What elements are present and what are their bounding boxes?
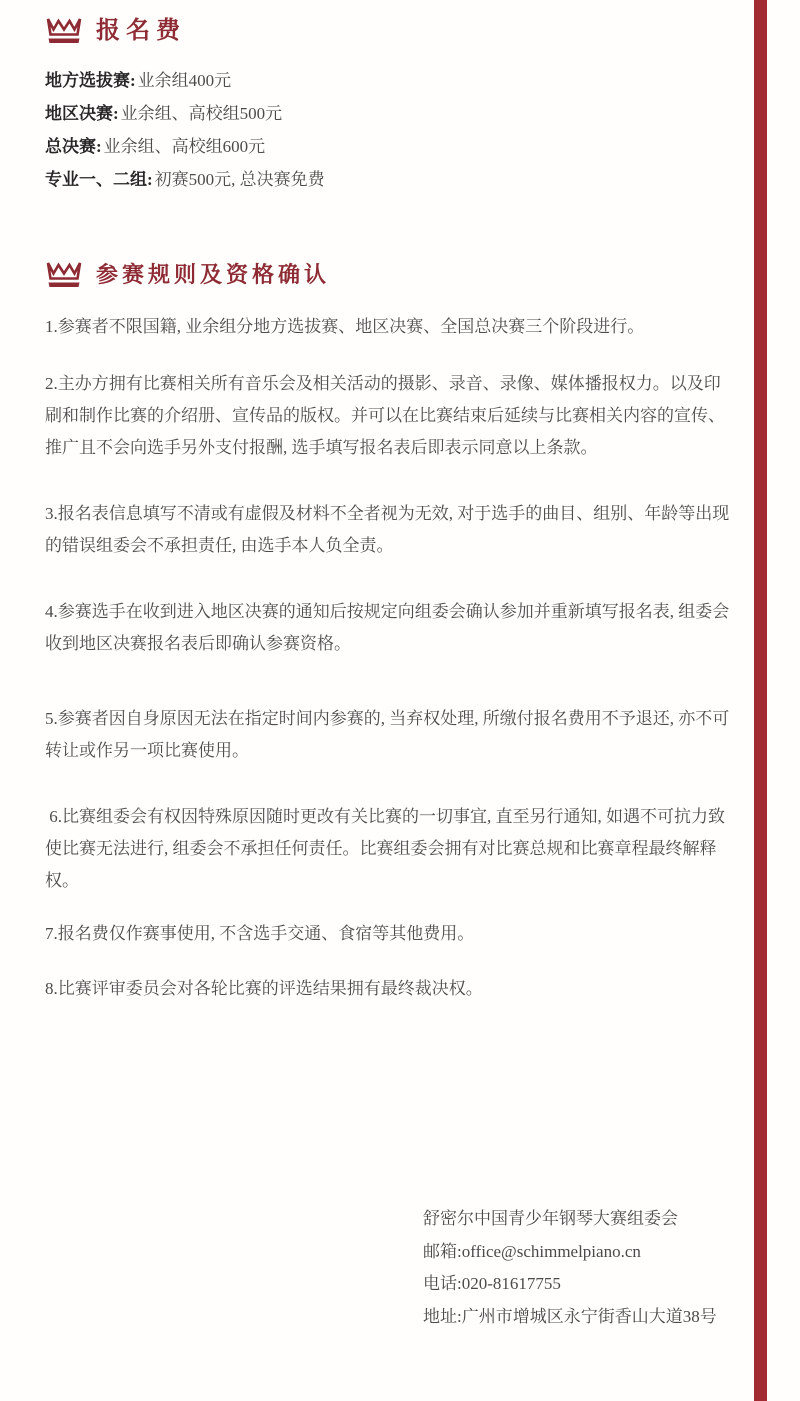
crown-icon <box>45 17 83 46</box>
rule-item-7: 7.报名费仅作赛事使用, 不含选手交通、食宿等其他费用。 <box>45 924 475 943</box>
fee-item <box>45 130 735 163</box>
fees-title: 报名费 <box>96 18 186 44</box>
fee-value: 初赛500元, 总决赛免费 <box>154 170 325 189</box>
rule-item-5: 5.参赛者因自身原因无法在指定时间内参赛的, 当弃权处理, 所缴付报名费用不予退还, 亦不可转让或作另一项比赛使用。 <box>45 709 730 760</box>
fee-label: 地方选拔赛: <box>45 71 136 90</box>
crown-icon <box>45 261 83 290</box>
fee-label: 地区决赛: <box>45 104 119 123</box>
contact-phone: 电话:020-81617755 <box>423 1274 561 1293</box>
fees-header <box>45 15 735 47</box>
rule-item-8: 8.比赛评审委员会对各轮比赛的评选结果拥有最终裁决权。 <box>45 979 483 998</box>
rule-item-1: 1.参赛者不限国籍, 业余组分地方选拔赛、地区决赛、全国总决赛三个阶段进行。 <box>45 317 645 336</box>
fee-item <box>45 64 735 97</box>
rules-list <box>45 311 733 1005</box>
rule-item-2: 2.主办方拥有比赛相关所有音乐会及相关活动的摄影、录音、录像、媒体播报权力。以及印刷和制作比赛的介绍册、宣传品的版权。并可以在比赛结束后延续与比赛相关内容的宣传、推广且不会向选手另外支付报酬, 选手填写报名表后即表示同意以上条款。 <box>45 374 725 457</box>
section-fees <box>45 0 735 196</box>
fee-label: 总决赛: <box>45 137 102 156</box>
contact-address: 地址:广州市增城区永宁街香山大道38号 <box>423 1306 717 1326</box>
contact-email: 邮箱:office@schimmelpiano.cn <box>423 1241 641 1261</box>
fee-value: 业余组、高校组500元 <box>120 104 283 123</box>
right-accent-bar <box>754 0 767 1401</box>
fee-value: 业余组400元 <box>137 71 232 90</box>
fee-item <box>45 97 735 130</box>
fee-item <box>45 163 735 196</box>
rule-item-4: 4.参赛选手在收到进入地区决赛的通知后按规定向组委会确认参加并重新填写报名表, 组委会收到地区决赛报名表后即确认参赛资格。 <box>45 602 730 653</box>
fee-label: 专业一、二组: <box>45 170 153 189</box>
contact-block <box>423 1203 717 1333</box>
rules-title: 参赛规则及资格确认 <box>96 262 331 287</box>
rule-item-3: 3.报名表信息填写不清或有虚假及材料不全者视为无效, 对于选手的曲目、组别、年龄等出现的错误组委会不承担责任, 由选手本人负全责。 <box>45 504 730 555</box>
rule-item-6: 6.比赛组委会有权因特殊原因随时更改有关比赛的一切事宜, 直至另行通知, 如遇不可抗力致使比赛无法进行, 组委会不承担任何责任。比赛组委会拥有对比赛总规和比赛章程最终解释权。 <box>45 807 725 890</box>
fee-list <box>45 64 735 196</box>
contact-organization: 舒密尔中国青少年钢琴大赛组委会 <box>423 1209 678 1228</box>
content <box>45 0 735 1005</box>
rules-header <box>45 259 735 291</box>
fee-value: 业余组、高校组600元 <box>103 137 266 156</box>
section-rules <box>45 259 735 1005</box>
